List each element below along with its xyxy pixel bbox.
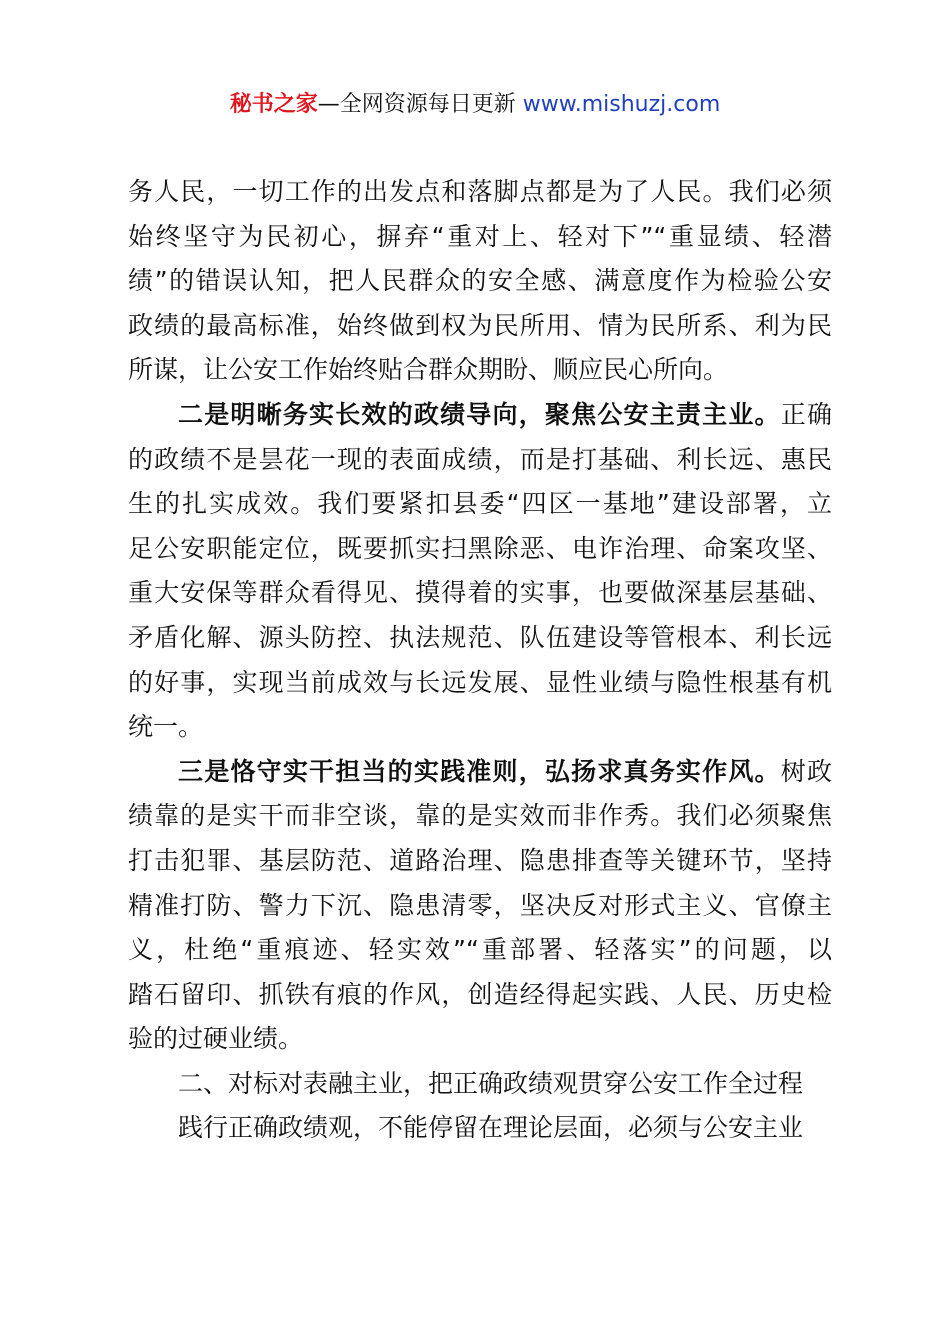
document-body (128, 170, 832, 1151)
text-line: 始终坚守为民初心，摒弃“重对上、轻对下”“重显绩、轻潜 (128, 221, 832, 251)
paragraph-heading-line: 二是明晰务实长效的政绩导向，聚焦公安主责主业。正确 (178, 399, 832, 429)
header-slogan: —全网资源每日更新 (317, 92, 523, 117)
text-line: 所谋，让公安工作始终贴合群众期盼、顺应民心所向。 (128, 355, 729, 385)
page-header (0, 88, 950, 122)
section-heading: 二、对标对表融主业，把正确政绩观贯穿公安工作全过程 (178, 1068, 804, 1098)
bold-heading: 二是明晰务实长效的政绩导向，聚焦公安主责主业。 (178, 399, 781, 429)
text-line: 足公安职能定位，既要抓实扫黑除恶、电诈治理、命案攻坚、 (128, 533, 832, 563)
text-line: 精准打防、警力下沉、隐患清零，坚决反对形式主义、官僚主 (128, 890, 832, 920)
text-line: 政绩的最高标准，始终做到权为民所用、情为民所系、利为民 (128, 310, 832, 340)
text-line: 践行正确政绩观，不能停留在理论层面，必须与公安主业 (178, 1113, 804, 1143)
text-line: 义，杜绝“重痕迹、轻实效”“重部署、轻落实”的问题，以 (128, 935, 832, 965)
text-line: 踏石留印、抓铁有痕的作风，创造经得起实践、人民、历史检 (128, 979, 832, 1009)
text-line: 绩”的错误认知，把人民群众的安全感、满意度作为检验公安 (128, 266, 832, 296)
text-line: 的好事，实现当前成效与长远发展、显性业绩与隐性根基有机 (128, 667, 832, 697)
brand-name: 秘书之家 (229, 92, 318, 117)
text-line: 矛盾化解、源头防控、执法规范、队伍建设等管根本、利长远 (128, 622, 832, 652)
paragraph-heading-line: 三是恪守实干担当的实践准则，弘扬求真务实作风。树政 (178, 756, 832, 786)
text-line: 的政绩不是昙花一现的表面成绩，而是打基础、利长远、惠民 (128, 444, 832, 474)
text-line: 绩靠的是实干而非空谈，靠的是实效而非作秀。我们必须聚焦 (128, 801, 832, 831)
text-line: 务人民，一切工作的出发点和落脚点都是为了人民。我们必须 (128, 177, 832, 206)
site-url-link[interactable]: www.mishuzj.com (522, 92, 721, 117)
text-line: 统一。 (128, 712, 204, 742)
text-line: 生的扎实成效。我们要紧扣县委“四区一基地”建设部署，立 (128, 489, 832, 519)
text-line: 重大安保等群众看得见、摸得着的实事，也要做深基层基础、 (128, 578, 832, 608)
text-line: 验的过硬业绩。 (128, 1024, 304, 1054)
bold-heading: 三是恪守实干担当的实践准则，弘扬求真务实作风。 (178, 756, 781, 786)
text-line: 打击犯罪、基层防范、道路治理、隐患排查等关键环节，坚持 (128, 845, 832, 875)
